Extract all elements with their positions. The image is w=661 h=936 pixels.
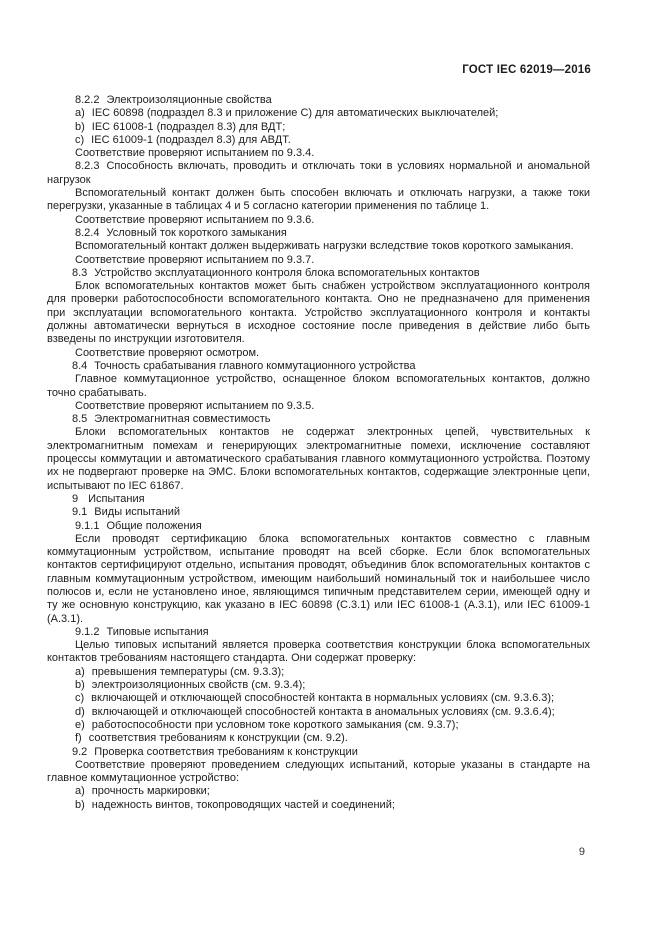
- paragraph: Соответствие проверяют испытанием по 9.3.7.: [75, 253, 315, 266]
- paragraph: Соответствие проверяют испытанием по 9.3.4.: [75, 147, 315, 160]
- heading-number: 8.2.2: [75, 94, 100, 106]
- paragraph: Главное коммутационное устройство, оснащенное блоком вспомогательных контактов, должно точно срабатывать.: [47, 373, 590, 399]
- list-item: [47, 107, 590, 120]
- section-heading: [47, 267, 590, 280]
- chapter-heading-text: Испытания: [88, 492, 145, 505]
- list-item: [47, 121, 590, 134]
- paragraph: Соответствие проверяют испытанием по 9.3.5.: [75, 399, 315, 412]
- item-label: b): [75, 679, 85, 692]
- heading-number: 8.4: [72, 359, 88, 372]
- heading-number: 9.2: [72, 745, 88, 758]
- paragraph: Соответствие проверяют осмотром.: [75, 346, 260, 359]
- paragraph: Соответствие проверяют проведением следующих испытаний, которые указаны в стандарте на главное коммутационное устройство:: [47, 758, 590, 785]
- list-item-text: включающей и отключающей способностей контакта в нормальных условиях (см. 9.3.6.3);: [91, 692, 555, 705]
- item-label: e): [75, 718, 85, 731]
- paragraph: Соответствие проверяют испытанием по 9.3.6.: [75, 213, 315, 226]
- paragraph: Блок вспомогательных контактов может быть снабжен устройством эксплуатационного контроля для проверки работоспособности вспомогательного контакта. Оно не предназначено для применения при эксплуатации вспомогательного контакта. Устройство эксплуатационного контроля и контакты должны автоматически вернуться в исходное состояние после приведения в действие либо быть взведены по инструкции изготовителя.: [47, 280, 590, 346]
- list-item: [47, 666, 590, 679]
- item-label: f): [75, 732, 82, 745]
- list-item: [47, 134, 590, 147]
- paragraph: Если проводят сертификацию блока вспомогательных контактов совместно с главным коммутационным устройством, испытание проводят на всей сборке. Если блок вспомогательных контактов сертифицируют отдельно, испытания проводят, объединив блок вспомогательных контактов с главным коммутационным устройством, имеющим наибольший номинальный ток и наибольшее число полюсов и, если не установлено иное, являющимся типичным представителем серии, имеющей одну и ту же основную конструкцию, как указано в IEC 60898 (C.3.1) или IEC 61008-1 (A.3.1), или IEC 61009-1 (A.3.1).: [47, 532, 590, 625]
- page-number: 9: [578, 846, 585, 858]
- heading-number: 8.5: [72, 413, 88, 426]
- list-item: [47, 732, 590, 745]
- section-heading-text: Проверка соответствия требованиям к конструкции: [94, 745, 358, 758]
- list-item: [47, 785, 590, 798]
- section-heading: [47, 413, 590, 426]
- list-item: [47, 692, 590, 705]
- item-label: a): [75, 785, 85, 798]
- section-heading-text: Электромагнитная совместимость: [94, 413, 271, 426]
- section-heading-text: Устройство эксплуатационного контроля блока вспомогательных контактов: [94, 266, 480, 279]
- subclause-heading: [47, 160, 590, 187]
- subclause-heading-text: Способность включать, проводить и отключать токи в условиях нормальной и аномальной нагрузок: [47, 160, 590, 186]
- heading-number: 9.1: [72, 506, 88, 519]
- section-heading: [47, 506, 590, 519]
- subclause-heading: [47, 94, 590, 107]
- subclause-heading-text: Типовые испытания: [106, 625, 209, 638]
- item-label: a): [75, 665, 85, 678]
- list-item-text: IEC 61008-1 (подраздел 8.3) для ВДТ;: [91, 120, 286, 133]
- item-label: d): [75, 705, 85, 718]
- heading-number: 8.2.3: [75, 160, 100, 173]
- list-item-text: превышения температуры (см. 9.3.3);: [91, 665, 285, 678]
- heading-number: 8.2.4: [75, 226, 100, 239]
- paragraph: Вспомогательный контакт должен быть способен включать и отключать нагрузки, а также токи перегрузки, указанные в таблицах 4 и 5 согласно категории применения по таблице 1.: [47, 187, 590, 213]
- section-heading: [47, 360, 590, 373]
- paragraph: Блоки вспомогательных контактов не содержат электронных цепей, чувствительных к электромагнитным помехам и генерирующих электромагнитные помехи, исключение составляют процессы коммутации и автоматического срабатывания главного коммутационного устройства. Поэтому их не подвергают проверке на ЭМС. Блоки вспомогательных контактов, содержащие электронные цепи, испытывают по IEC 61867.: [47, 426, 590, 492]
- subclause-heading-text: Общие положения: [106, 519, 202, 532]
- subclause-heading-text: Условный ток короткого замыкания: [106, 226, 287, 239]
- document-content: [47, 94, 590, 812]
- list-item: [47, 719, 590, 732]
- list-item-text: включающей и отключающей способностей контакта в аномальных условиях (см. 9.3.6.4);: [91, 705, 555, 718]
- item-label: a): [75, 107, 85, 120]
- list-item: [47, 799, 590, 812]
- list-item: [47, 706, 590, 719]
- section-heading-text: Точность срабатывания главного коммутационного устройства: [94, 359, 416, 372]
- item-label: c): [75, 692, 85, 705]
- heading-number: 9.1.1: [75, 519, 100, 532]
- list-item-text: соответствия требованиям к конструкции (см. 9.2).: [88, 732, 348, 745]
- list-item-text: прочность маркировки;: [91, 785, 210, 798]
- standard-designation: ГОСТ IEC 62019—2016: [462, 64, 591, 76]
- subclause-heading-text: Электроизоляционные свойства: [106, 94, 272, 106]
- item-label: b): [75, 798, 85, 811]
- item-label: b): [75, 120, 85, 133]
- heading-number: 8.3: [72, 266, 88, 279]
- subclause-heading: [47, 520, 590, 533]
- running-header: [47, 64, 591, 77]
- page-footer: [47, 846, 585, 859]
- section-heading: [47, 746, 590, 759]
- item-label: c): [75, 133, 85, 146]
- list-item-text: электроизоляционных свойств (см. 9.3.4);: [91, 679, 306, 692]
- paragraph: Вспомогательный контакт должен выдерживать нагрузки вследствие токов короткого замыкания.: [75, 240, 574, 253]
- subclause-heading: [47, 626, 590, 639]
- subclause-heading: [47, 227, 590, 240]
- list-item-text: надежность винтов, токопроводящих частей и соединений;: [91, 798, 395, 811]
- heading-number: 9.1.2: [75, 625, 100, 638]
- paragraph: Целью типовых испытаний является проверка соответствия конструкции блока вспомогательных контактов требованиям настоящего стандарта. Они содержат проверку:: [47, 639, 590, 665]
- heading-number: 9: [72, 492, 79, 505]
- list-item: [47, 679, 590, 692]
- list-item-text: IEC 60898 (подраздел 8.3 и приложение С) для автоматических выключателей;: [91, 107, 499, 120]
- list-item-text: IEC 61009-1 (подраздел 8.3) для АВДТ.: [91, 133, 291, 146]
- list-item-text: работоспособности при условном токе короткого замыкания (см. 9.3.7);: [91, 718, 459, 731]
- section-heading-text: Виды испытаний: [94, 506, 181, 519]
- chapter-heading: [47, 493, 590, 506]
